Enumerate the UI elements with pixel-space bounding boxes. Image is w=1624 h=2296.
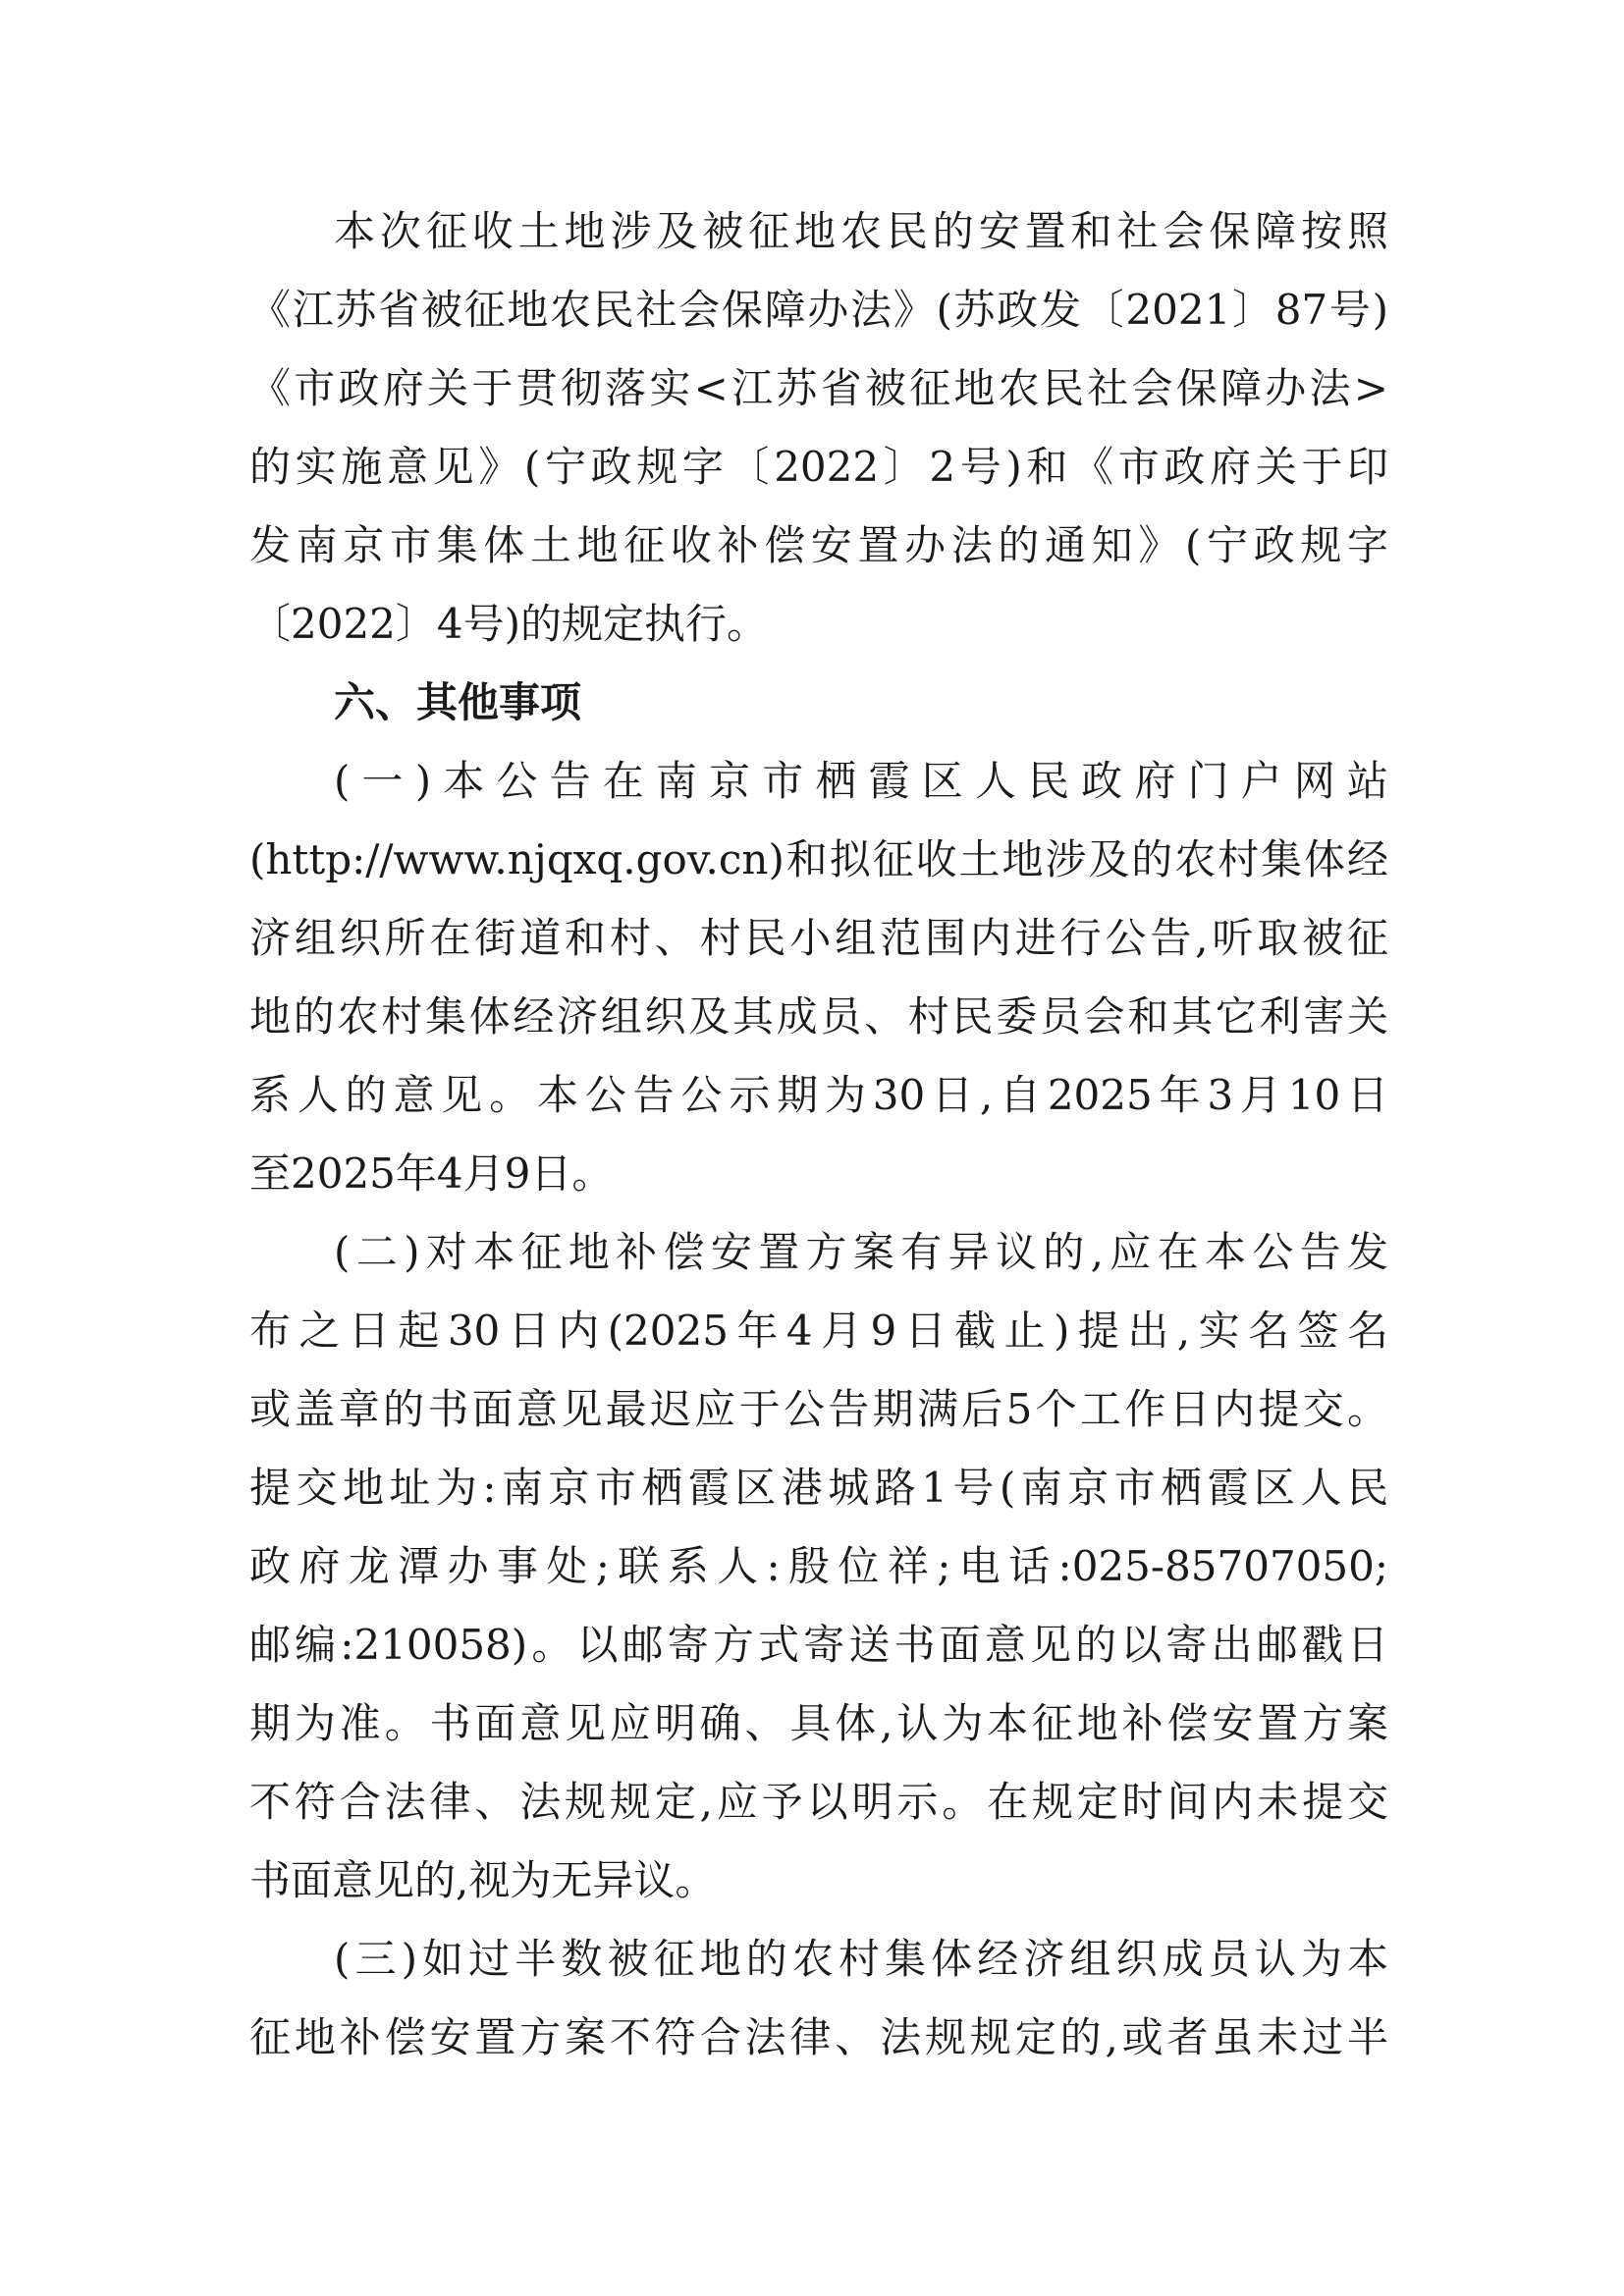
paragraph-line: 布之日起30日内(2025年4月9日截止)提出,实名签名 (249, 1307, 1388, 1355)
paragraph-line: 〔2022〕4号)的规定执行。 (249, 600, 768, 648)
paragraph-line: 提交地址为:南京市栖霞区港城路1号(南京市栖霞区人民 (249, 1464, 1388, 1512)
paragraph-line: 邮编:210058)。以邮寄方式寄送书面意见的以寄出邮戳日 (249, 1621, 1388, 1669)
paragraph-item-2 (249, 1213, 1388, 1920)
paragraph-line: 《市政府关于贯彻落实<江苏省被征地农民社会保障办法> (249, 364, 1388, 412)
paragraph-line: 系人的意见。本公告公示期为30日,自2025年3月10日 (249, 1071, 1388, 1119)
paragraph-line: 济组织所在街道和村、村民小组范围内进行公告,听取被征 (249, 914, 1388, 962)
paragraph-line: 不符合法律、法规规定,应予以明示。在规定时间内未提交 (249, 1778, 1388, 1826)
section-heading: 六、其他事项 (334, 678, 582, 726)
paragraph-line: 政府龙潭办事处;联系人:殷位祥;电话:025-85707050; (249, 1542, 1388, 1590)
paragraph-line: 期为准。书面意见应明确、具体,认为本征地补偿安置方案 (249, 1699, 1388, 1747)
paragraph-line: 书面意见的,视为无异议。 (249, 1856, 717, 1904)
paragraph-social-security (249, 192, 1388, 664)
paragraph-line: 或盖章的书面意见最迟应于公告期满后5个工作日内提交。 (249, 1385, 1388, 1433)
paragraph-line: (二)对本征地补偿安置方案有异议的,应在本公告发 (334, 1228, 1388, 1276)
paragraph-line: 征地补偿安置方案不符合法律、法规规定的,或者虽未过半 (249, 2013, 1388, 2061)
paragraph-line: 地的农村集体经济组织及其成员、村民委员会和其它利害关 (249, 992, 1388, 1041)
paragraph-line: 发南京市集体土地征收补偿安置办法的通知》(宁政规字 (249, 521, 1388, 569)
paragraph-item-1 (249, 742, 1388, 1213)
paragraph-line: 的实施意见》(宁政规字〔2022〕2号)和《市政府关于印 (249, 443, 1388, 491)
paragraph-item-3 (249, 1920, 1388, 2077)
paragraph-line: 《江苏省被征地农民社会保障办法》(苏政发〔2021〕87号) (249, 286, 1388, 334)
paragraph-line: 本次征收土地涉及被征地农民的安置和社会保障按照 (334, 207, 1388, 255)
paragraph-line: (http://www.njqxq.gov.cn)和拟征收土地涉及的农村集体经 (249, 835, 1388, 883)
document-page (249, 192, 1388, 2077)
paragraph-line: (一)本公告在南京市栖霞区人民政府门户网站 (334, 757, 1388, 805)
paragraph-line: 至2025年4月9日。 (249, 1149, 614, 1198)
paragraph-line: (三)如过半数被征地的农村集体经济组织成员认为本 (334, 1935, 1388, 1983)
